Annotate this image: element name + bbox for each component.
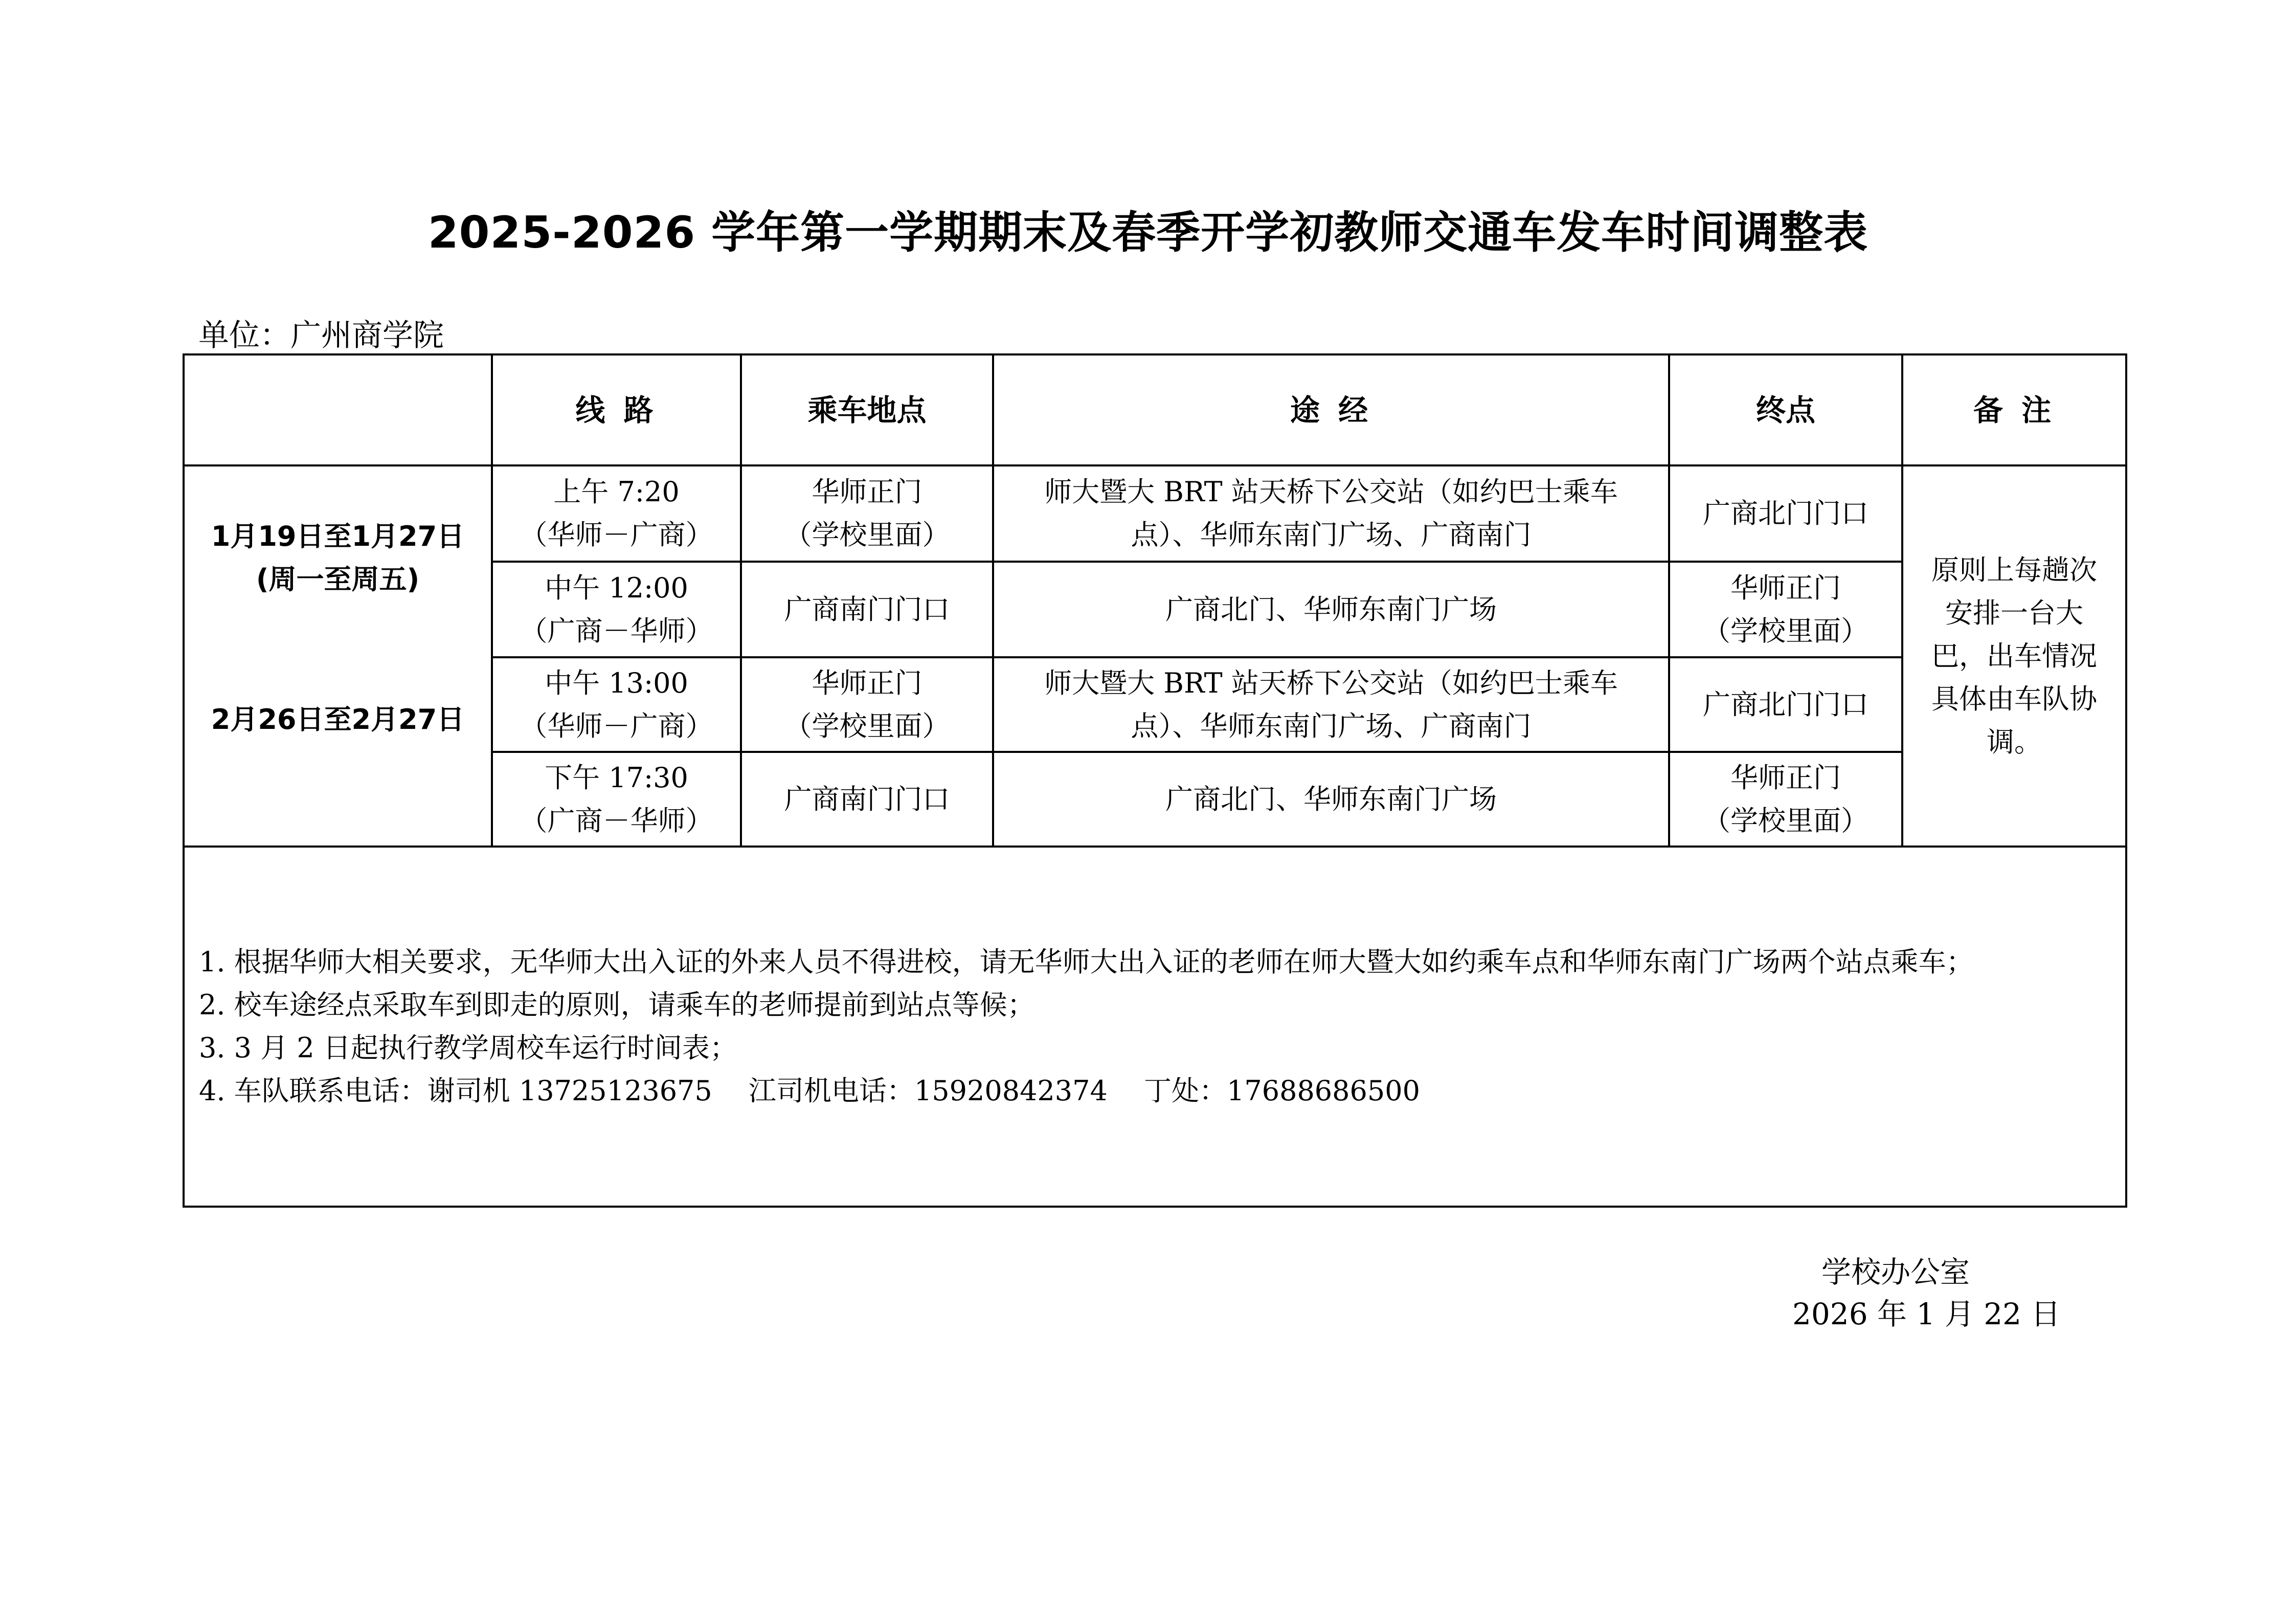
terminal-place: 华师正门 [1730, 571, 1841, 604]
via-cell: 师大暨大 BRT 站天桥下公交站（如约巴士乘车点）、华师东南门广场、广商南门 [993, 465, 1669, 562]
terminal-place: 华师正门 [1730, 761, 1841, 794]
date-range-1: 1月19日至1月27日 [211, 520, 465, 552]
remark-cell: 原则上每趟次安排一台大巴，出车情况具体由车队协调。 [1902, 465, 2126, 847]
boarding-place: 广商南门门口 [784, 593, 950, 626]
schedule-table [183, 353, 2127, 1208]
header-terminal: 终点 [1669, 354, 1902, 465]
boarding-cell [741, 752, 993, 847]
terminal-place: 广商北门门口 [1703, 688, 1869, 721]
route-cell [492, 657, 741, 752]
signature-office: 学校办公室 [1821, 1255, 1970, 1289]
via-cell: 广商北门、华师东南门广场 [993, 752, 1669, 847]
note-item: 4. 车队联系电话：谢司机 13725123675 江司机电话：15920842374 丁处：17688686500 [199, 1075, 1420, 1107]
notes-row [184, 847, 2126, 1207]
departure-time: 下午 17:30 [545, 761, 688, 794]
note-item: 2. 校车途经点采取车到即走的原则，请乘车的老师提前到站点等候； [199, 989, 1035, 1021]
terminal-place-note: （学校里面） [1703, 614, 1869, 647]
header-row [184, 354, 2126, 465]
date-range-1-note: (周一至周五) [256, 563, 420, 595]
terminal-cell [1669, 465, 1902, 562]
boarding-cell [741, 657, 993, 752]
boarding-place: 华师正门 [812, 476, 922, 508]
terminal-cell [1669, 562, 1902, 657]
via-cell: 广商北门、华师东南门广场 [993, 562, 1669, 657]
document-title: 2025-2026 学年第一学期期末及春季开学初教师交通车发车时间调整表 [427, 207, 1869, 258]
boarding-place: 广商南门门口 [784, 783, 950, 815]
table-row [184, 465, 2126, 562]
departure-time: 中午 13:00 [545, 666, 688, 699]
boarding-place: 华师正门 [812, 666, 922, 699]
header-route: 线 路 [492, 354, 741, 465]
date-header-cell [184, 354, 492, 465]
boarding-cell [741, 562, 993, 657]
date-range-2: 2月26日至2月27日 [211, 703, 465, 736]
boarding-cell [741, 465, 993, 562]
direction: （广商－华师） [520, 804, 713, 837]
notes-cell [184, 847, 2126, 1207]
direction: （华师－广商） [520, 709, 713, 742]
route-cell [492, 752, 741, 847]
boarding-place-note: （学校里面） [784, 519, 950, 551]
boarding-place-note: （学校里面） [784, 709, 950, 742]
terminal-cell [1669, 657, 1902, 752]
terminal-place: 广商北门门口 [1703, 497, 1869, 529]
route-cell [492, 562, 741, 657]
departure-time: 中午 12:00 [545, 571, 688, 604]
note-item: 3. 3 月 2 日起执行教学周校车运行时间表； [199, 1032, 737, 1064]
unit-label: 单位：广州商学院 [198, 318, 444, 353]
terminal-place-note: （学校里面） [1703, 804, 1869, 837]
date-range-cell [184, 465, 492, 847]
direction: （广商－华师） [520, 614, 713, 647]
via-cell: 师大暨大 BRT 站天桥下公交站（如约巴士乘车点）、华师东南门广场、广商南门 [993, 657, 1669, 752]
header-via: 途 经 [993, 354, 1669, 465]
terminal-cell [1669, 752, 1902, 847]
header-boarding: 乘车地点 [741, 354, 993, 465]
route-cell [492, 465, 741, 562]
direction: （华师－广商） [520, 519, 713, 551]
header-remark: 备 注 [1902, 354, 2126, 465]
departure-time: 上午 7:20 [553, 476, 680, 508]
signature-date: 2026 年 1 月 22 日 [1792, 1297, 2061, 1331]
note-item: 1. 根据华师大相关要求，无华师大出入证的外来人员不得进校，请无华师大出入证的老师在师大暨大如约乘车点和华师东南门广场两个站点乘车； [199, 946, 1974, 978]
